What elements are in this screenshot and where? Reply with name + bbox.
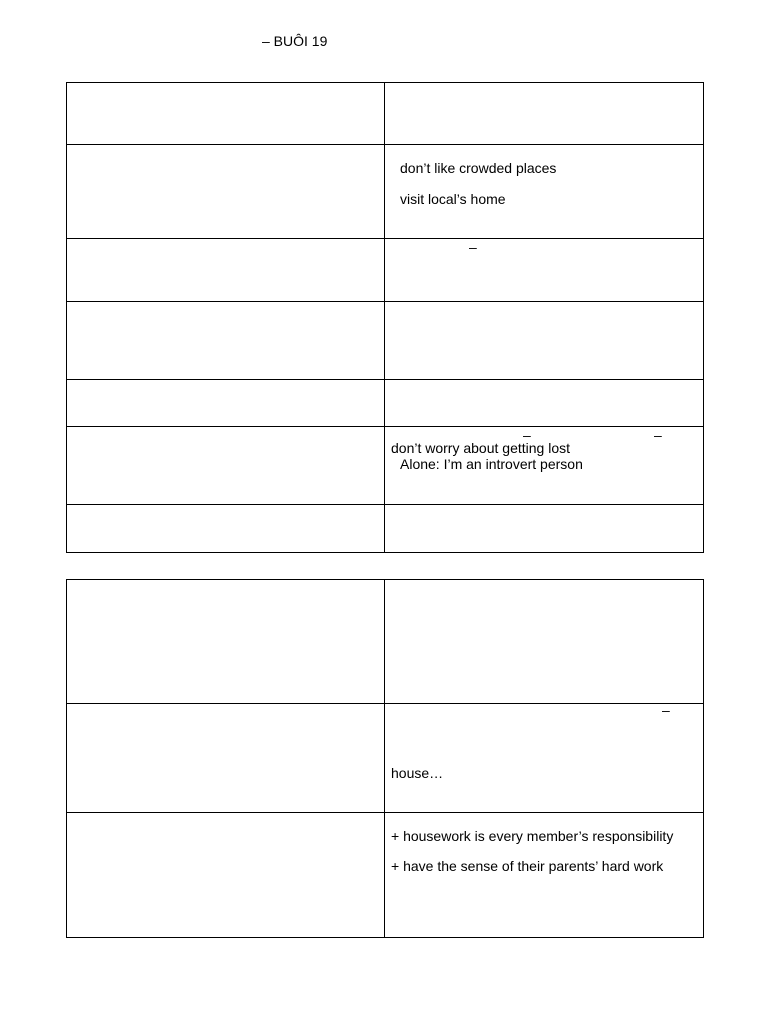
dash-mark: – <box>654 427 662 443</box>
table-row <box>67 427 704 505</box>
table-cell-left <box>67 380 385 427</box>
cell-text: don’t worry about getting lost <box>391 440 570 456</box>
cell-text: Alone: I’m an introvert person <box>400 456 583 472</box>
table-row <box>67 380 704 427</box>
table-cell-right <box>385 380 704 427</box>
table-row <box>67 239 704 302</box>
table-cell-right <box>385 704 704 813</box>
table-row <box>67 83 704 145</box>
dash-mark: – <box>523 427 531 443</box>
table-row <box>67 505 704 553</box>
table-cell-right <box>385 239 704 302</box>
table-cell-left <box>67 427 385 505</box>
table-cell-left <box>67 145 385 239</box>
table-cell-right <box>385 427 704 505</box>
dash-mark: – <box>469 239 477 255</box>
table-cell-right <box>385 302 704 380</box>
table-cell-left <box>67 813 385 938</box>
table-row <box>67 302 704 380</box>
table-cell-left <box>67 580 385 704</box>
cell-text: visit local’s home <box>400 191 506 207</box>
cell-text: + have the sense of their parents’ hard work <box>391 858 664 874</box>
table-row <box>67 145 704 239</box>
table-cell-left <box>67 505 385 553</box>
cell-text: house… <box>391 765 444 781</box>
table-row <box>67 580 704 704</box>
table-cell-right <box>385 145 704 239</box>
table-cell-right <box>385 813 704 938</box>
table-row <box>67 704 704 813</box>
table-cell-right <box>385 83 704 145</box>
table-one <box>66 82 704 553</box>
table-cell-right <box>385 505 704 553</box>
page-title: – BUÔI 19 <box>262 33 328 49</box>
table-cell-left <box>67 704 385 813</box>
table-two <box>66 579 704 938</box>
cell-text: + housework is every member’s responsibility <box>391 828 674 844</box>
cell-text: don’t like crowded places <box>400 160 557 176</box>
dash-mark: – <box>662 702 670 718</box>
table-cell-right <box>385 580 704 704</box>
table-cell-left <box>67 302 385 380</box>
table-row <box>67 813 704 938</box>
table-cell-left <box>67 239 385 302</box>
table-cell-left <box>67 83 385 145</box>
